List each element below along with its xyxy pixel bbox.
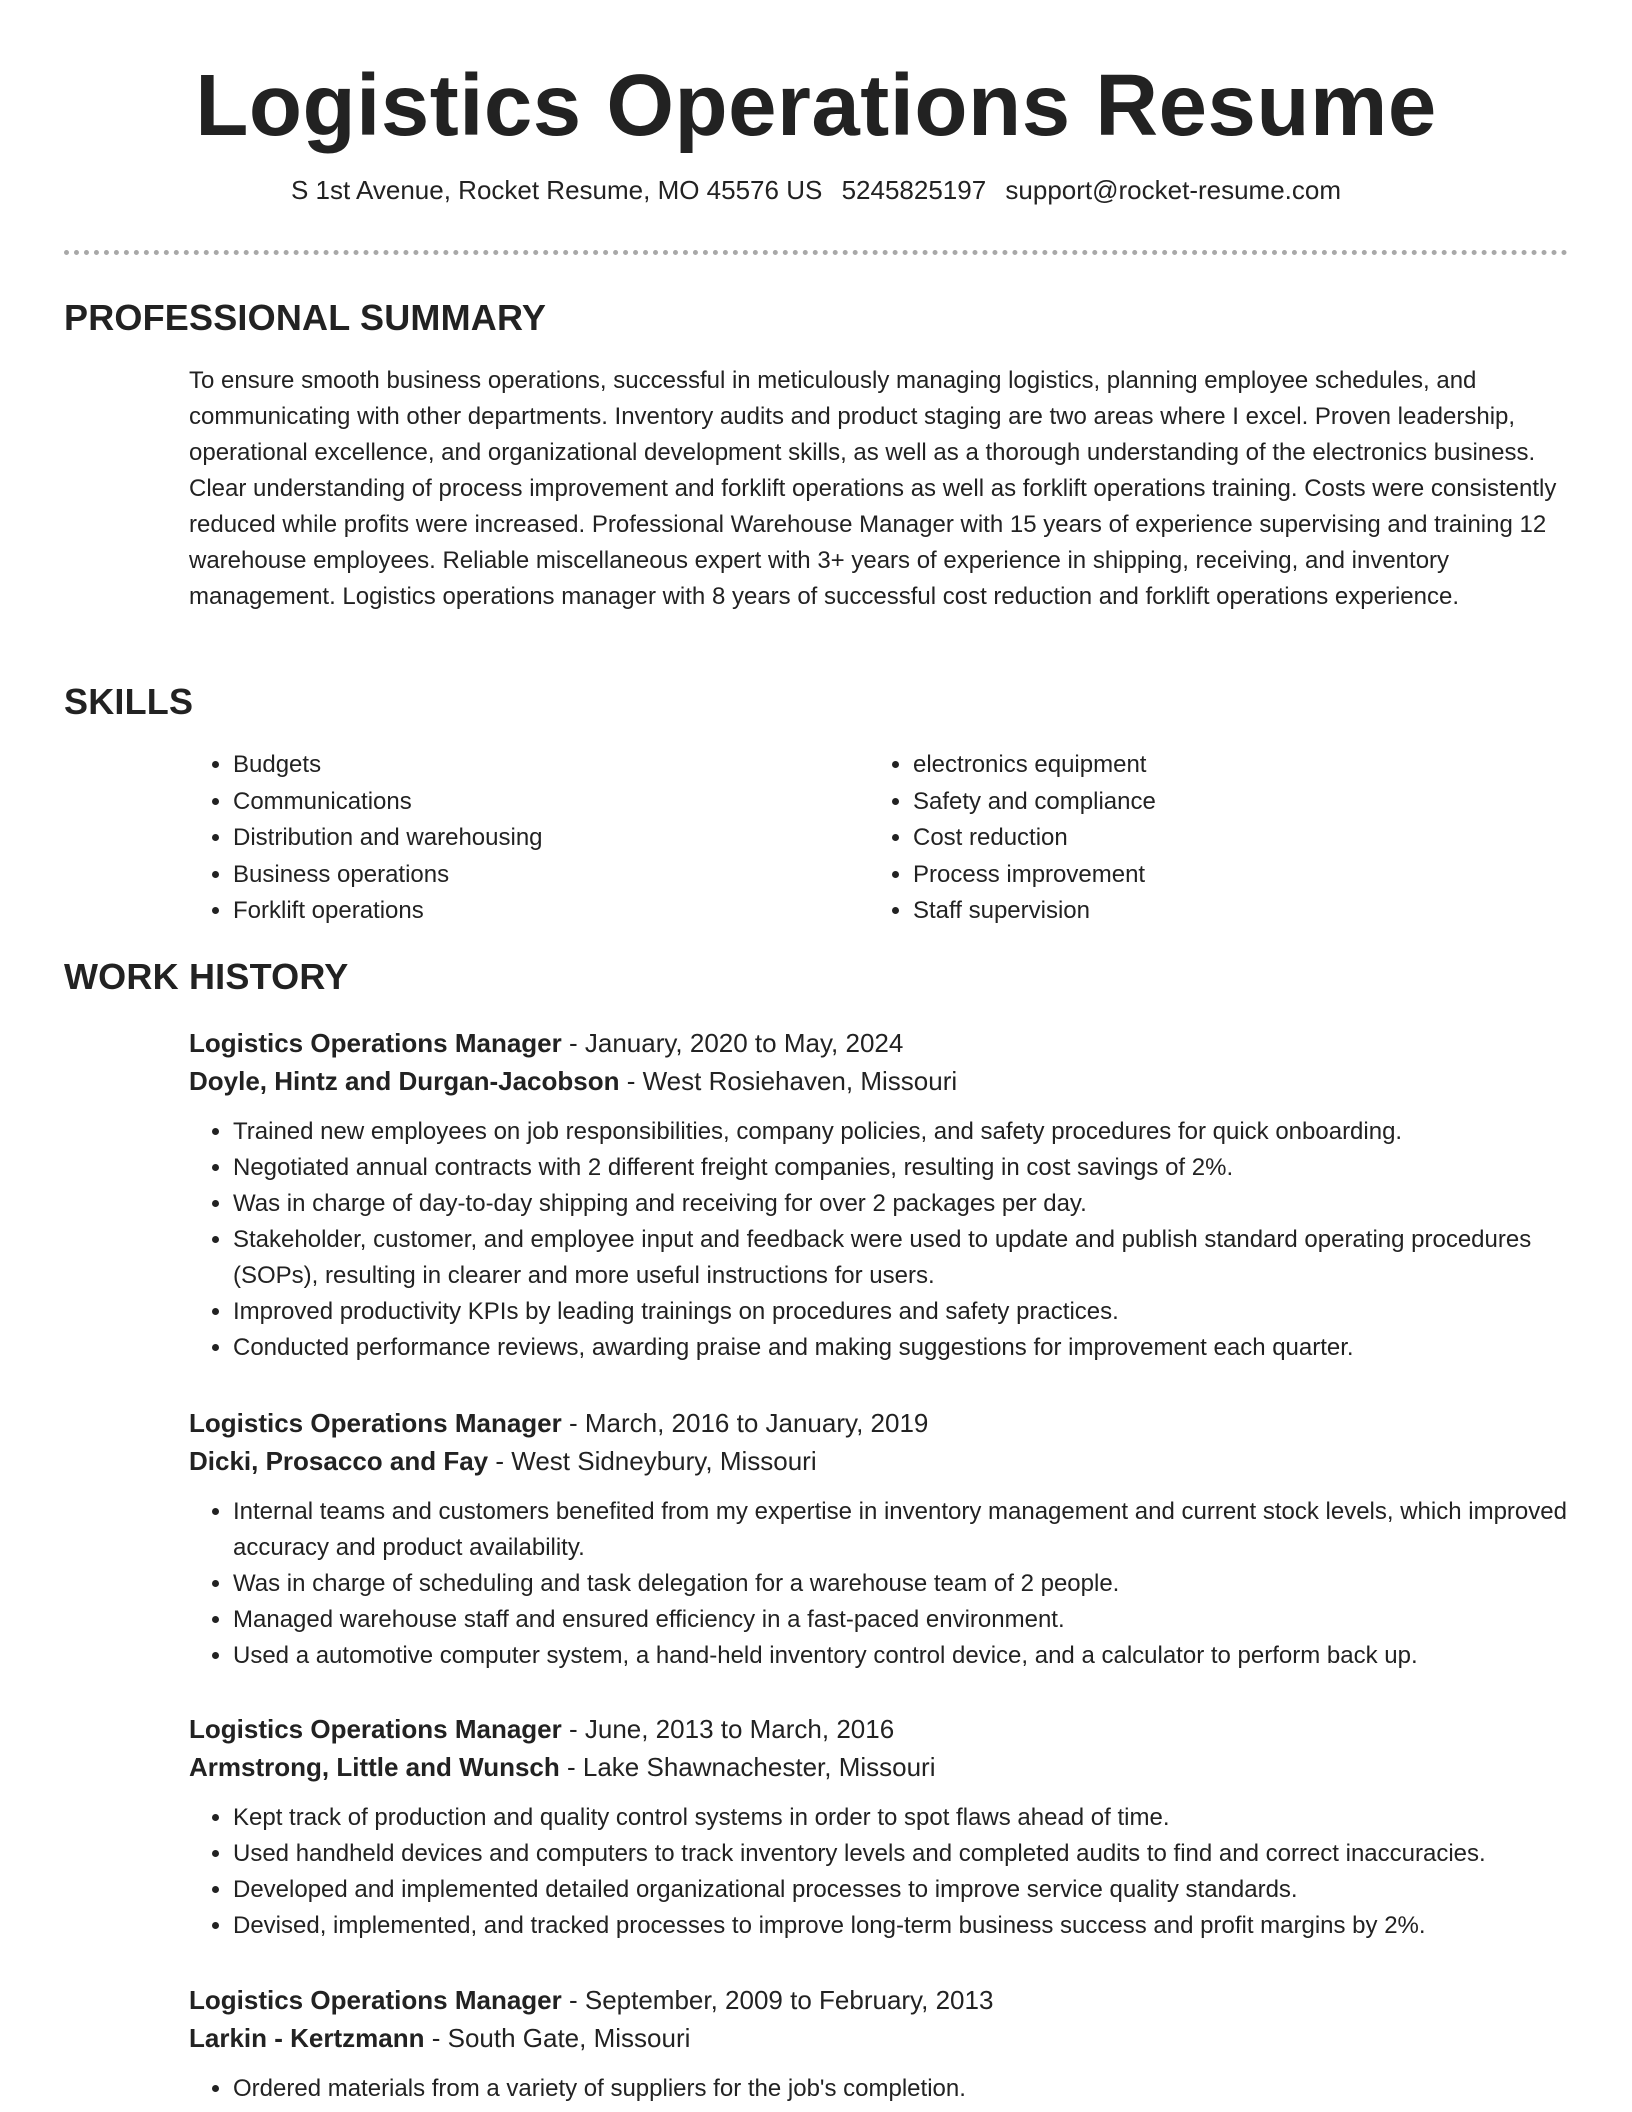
job-bullets (189, 1800, 1568, 1944)
job-dates: - March, 2016 to January, 2019 (561, 1408, 929, 1438)
job-bullet: • Internal teams and customers benefited from my expertise in inventory management and current stock levels, which improved accuracy and product availability. (233, 1494, 1568, 1566)
job-bullets (189, 1114, 1568, 1366)
job-bullet: • Was in charge of scheduling and task delegation for a warehouse team of 2 people. (233, 1566, 1568, 1602)
job-location: - West Rosiehaven, Missouri (619, 1066, 958, 1096)
skills-heading: SKILLS (64, 681, 194, 722)
skill-item: • Cost reduction (913, 820, 1549, 857)
skills-list (189, 747, 1569, 930)
job-title: Logistics Operations Manager (189, 1714, 562, 1744)
job-bullet: • Stakeholder, customer, and employee input and feedback were used to update and publish standard operating procedures (SOPs), resulting in clearer and more useful instructions for users. (233, 1222, 1568, 1294)
job-bullet: • Conducted performance reviews, awarding praise and making suggestions for improvement each quarter. (233, 1330, 1568, 1366)
contact-phone: 5245825197 (841, 175, 987, 205)
skill-item: • Safety and compliance (913, 784, 1549, 821)
job-title-line (189, 1710, 1568, 1748)
contact-address: S 1st Avenue, Rocket Resume, MO 45576 US (290, 175, 823, 205)
job-bullets (189, 2071, 1568, 2107)
skills-column-left (189, 747, 869, 930)
contact-email: support@rocket-resume.com (1005, 175, 1342, 205)
job-bullet: • Used handheld devices and computers to track inventory levels and completed audits to find and correct inaccuracies. (233, 1836, 1568, 1872)
job-entry (189, 1710, 1568, 1944)
resume-title: Logistics Operations Resume (195, 57, 1437, 154)
job-title: Logistics Operations Manager (189, 1985, 562, 2015)
job-bullet: • Was in charge of day-to-day shipping and receiving for over 2 packages per day. (233, 1186, 1568, 1222)
job-title: Logistics Operations Manager (189, 1028, 562, 1058)
job-company-line (189, 1062, 1568, 1100)
job-title: Logistics Operations Manager (189, 1408, 562, 1438)
job-company-line (189, 1748, 1568, 1786)
job-title-line (189, 1024, 1568, 1062)
skill-item: • electronics equipment (913, 747, 1549, 784)
skill-item: • Distribution and warehousing (233, 820, 869, 857)
job-company: Dicki, Prosacco and Fay (189, 1446, 489, 1476)
job-bullet: • Kept track of production and quality control systems in order to spot flaws ahead of time. (233, 1800, 1568, 1836)
job-company: Armstrong, Little and Wunsch (189, 1752, 560, 1782)
job-bullet: • Used a automotive computer system, a hand-held inventory control device, and a calculator to perform back up. (233, 1638, 1568, 1674)
job-title-line (189, 1404, 1568, 1442)
job-company-line (189, 1442, 1568, 1480)
job-company-line (189, 2019, 1568, 2057)
job-bullet: • Managed warehouse staff and ensured efficiency in a fast-paced environment. (233, 1602, 1568, 1638)
job-bullet: • Improved productivity KPIs by leading trainings on procedures and safety practices. (233, 1294, 1568, 1330)
job-dates: - June, 2013 to March, 2016 (561, 1714, 895, 1744)
job-bullet: • Trained new employees on job responsibilities, company policies, and safety procedures for quick onboarding. (233, 1114, 1568, 1150)
skill-item: • Budgets (233, 747, 869, 784)
job-bullet: • Ordered materials from a variety of suppliers for the job's completion. (233, 2071, 1568, 2107)
job-location: - South Gate, Missouri (424, 2023, 691, 2053)
skill-item: • Staff supervision (913, 893, 1549, 930)
skill-item: • Business operations (233, 857, 869, 894)
summary-text: To ensure smooth business operations, successful in meticulously managing logistics, planning employee schedules, and communicating with other departments. Inventory audits and product staging are two areas where I excel. Proven leadership, operational excellence, and organizational development skills, as well as a thorough understanding of the electronics business. Clear understanding of process improvement and forklift operations as well as forklift operations training. Costs were consistently reduced while profits were increased. Professional Warehouse Manager with 15 years of experience supervising and training 12 warehouse employees. Reliable miscellaneous expert with 3+ years of experience in shipping, receiving, and inventory management. Logistics operations manager with 8 years of successful cost reduction and forklift operations experience. (189, 367, 1557, 610)
summary-heading: PROFESSIONAL SUMMARY (64, 297, 547, 338)
job-company: Doyle, Hintz and Durgan-Jacobson (189, 1066, 620, 1096)
skill-item: • Forklift operations (233, 893, 869, 930)
job-entry (189, 1981, 1568, 2107)
job-entry (189, 1404, 1568, 1674)
skill-item: • Communications (233, 784, 869, 821)
job-bullet: • Negotiated annual contracts with 2 different freight companies, resulting in cost savings of 2%. (233, 1150, 1568, 1186)
job-bullet: • Devised, implemented, and tracked processes to improve long-term business success and profit margins by 2%. (233, 1908, 1568, 1944)
job-dates: - January, 2020 to May, 2024 (561, 1028, 904, 1058)
contact-line (0, 174, 1632, 206)
job-location: - Lake Shawnachester, Missouri (559, 1752, 936, 1782)
job-entry (189, 1024, 1568, 1366)
job-title-line (189, 1981, 1568, 2019)
skill-item: • Process improvement (913, 857, 1549, 894)
job-location: - West Sidneybury, Missouri (488, 1446, 817, 1476)
skills-column-right (869, 747, 1549, 930)
job-dates: - September, 2009 to February, 2013 (561, 1985, 994, 2015)
job-company: Larkin - Kertzmann (189, 2023, 425, 2053)
header-divider (64, 250, 1568, 255)
work-history-heading: WORK HISTORY (64, 956, 349, 997)
job-bullet: • Developed and implemented detailed organizational processes to improve service quality standards. (233, 1872, 1568, 1908)
job-bullets (189, 1494, 1568, 1674)
